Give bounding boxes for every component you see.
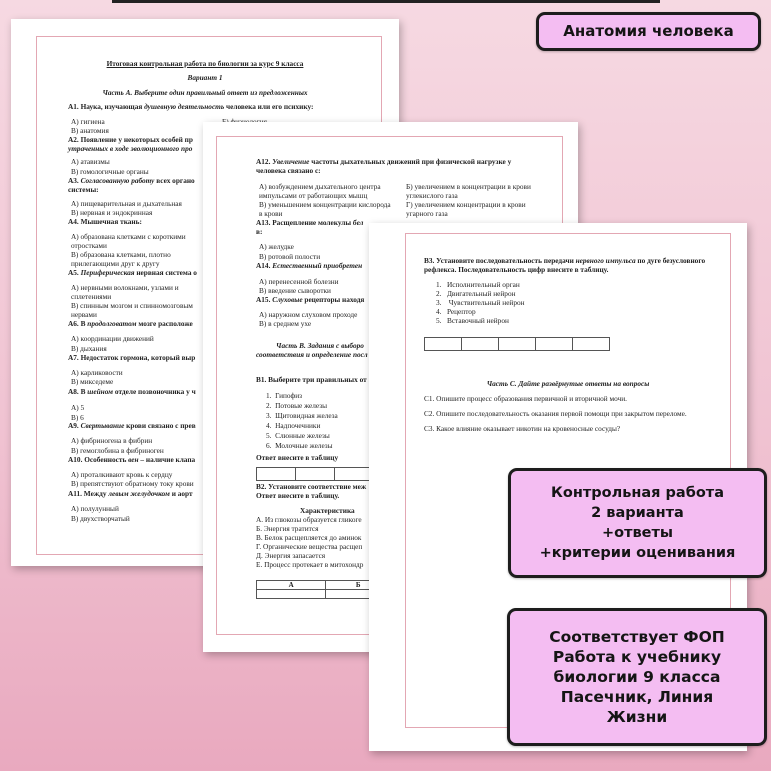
list-item: 2. Потовые железы: [266, 401, 328, 410]
option: Г) увеличением концентрации в крови: [406, 200, 526, 209]
option: прилегающими друг к другу: [71, 259, 160, 268]
option: импульсами от работающих мышц: [259, 191, 368, 200]
list-item: 6. Молочные железы: [266, 441, 333, 450]
part-b-heading-line2: соответствия и определение посл: [256, 350, 368, 359]
question-b3-line2: рефлекса. Последовательность цифр внесите в таблицу.: [424, 265, 609, 274]
question-a9: А9. Свертывание крови связано с прев: [68, 421, 196, 430]
question-c2: С2. Опишите последовательность оказания первой помощи при закрытом переломе.: [424, 409, 687, 418]
option: А) координации движений: [71, 334, 154, 343]
table-head: Б: [326, 581, 391, 590]
option: А) наружном слуховом проходе: [259, 310, 358, 319]
option: В) анатомия: [71, 126, 109, 135]
question-b3: В3. Установите последовательность передачи нервного импульса по дуге безусловного: [424, 256, 706, 265]
answer-instruction: Ответ внесите в таблицу: [256, 453, 339, 462]
option: В) гемоглобина в фибриноген: [71, 446, 164, 455]
curriculum-badge: [507, 608, 767, 746]
list-item: 3. Чувствительный нейрон: [436, 298, 525, 307]
page-title: Итоговая контрольная работа по биологии за курс 9 класса: [106, 59, 304, 68]
table-head: А: [257, 581, 326, 590]
badge-line: +критерии оценивания: [539, 545, 736, 561]
option: А) полулунный: [71, 504, 119, 513]
question-a3: А3. Согласованную работу всех органо: [68, 176, 195, 185]
question-a1: А1. Наука, изучающая душевную деятельность человека или его психику:: [68, 102, 314, 111]
list-item: 1. Гипофиз: [266, 391, 303, 400]
part-a-heading: Часть А. Выберите один правильный ответ из предложенных: [102, 88, 308, 97]
option: А) желудке: [259, 242, 294, 251]
characteristic-header: Характеристика: [300, 506, 355, 515]
option: В) гомологичные органы: [71, 167, 149, 176]
option: углекислого газа: [406, 191, 458, 200]
question-a11: А11. Между левым желудочком и аорт: [68, 489, 193, 498]
option: В) нервная и эндокринная: [71, 208, 153, 217]
question-a15: А15. Слуховые рецепторы находя: [256, 295, 365, 304]
option: отростками: [71, 241, 107, 250]
badge-line: Соответствует ФОП: [549, 628, 725, 646]
contents-badge: [508, 468, 767, 578]
question-c3: С3. Какое влияние оказывает никотин на кровеносные сосуды?: [424, 424, 621, 433]
badge-line: Жизни: [606, 708, 668, 726]
list-item: 1. Исполнительный орган: [436, 280, 520, 289]
characteristic-item: Г. Органические вещества расщеп: [256, 542, 363, 551]
option: А) нервными волокнами, узлами и: [71, 283, 179, 292]
list-item: 2. Двигательный нейрон: [436, 289, 516, 298]
option: Б) увеличением в концентрации в крови: [406, 182, 531, 191]
option: В) двухстворчатый: [71, 514, 130, 523]
question-a12: А12. Увеличение частоты дыхательных движений при физической нагрузке у: [256, 157, 512, 166]
question-a13-line2: в:: [256, 227, 263, 236]
option: А) 5: [71, 403, 85, 412]
list-item: 4. Рецептор: [436, 307, 476, 316]
question-b2: В2. Установите соответствие меж: [256, 482, 367, 491]
list-item: 5. Слюнные железы: [266, 431, 330, 440]
option: А) проталкивают кровь к сердцу: [71, 470, 173, 479]
question-a8: А8. В шейном отделе позвоночника у ч: [68, 387, 196, 396]
option: А) перенесенной болезни: [259, 277, 339, 286]
option: А) возбуждением дыхательного центра: [259, 182, 381, 191]
question-a5: А5. Периферическая нервная система о: [68, 268, 197, 277]
question-a4: А4. Мышечная ткань:: [68, 217, 142, 226]
list-item: 5. Вставочный нейрон: [436, 316, 509, 325]
characteristic-item: Б. Энергия тратится: [256, 524, 319, 533]
option: А) образована клетками с короткими: [71, 232, 186, 241]
topic-badge: Анатомия человека: [536, 12, 761, 51]
question-a7: А7. Недостаток гормона, который выр: [68, 353, 196, 362]
badge-line: +ответы: [601, 525, 674, 541]
question-c1: С1. Опишите процесс образования первичной и вторичной мочи.: [424, 394, 627, 403]
answer-cells[interactable]: [424, 337, 610, 351]
top-edge-bar: [112, 0, 660, 3]
characteristic-item: Д. Энергия запасается: [256, 551, 326, 560]
characteristic-item: В. Белок расщепляется до аминок: [256, 533, 362, 542]
part-c-heading: Часть С. Дайте развёрнутые ответы на вопросы: [486, 379, 650, 388]
option: В) введение сыворотки: [259, 286, 331, 295]
option: В) в среднем ухе: [259, 319, 312, 328]
variant-label: Вариант 1: [187, 73, 223, 82]
option: в крови: [259, 209, 283, 218]
option: А) атавизмы: [71, 157, 110, 166]
question-a14: А14. Естественный приобретен: [256, 261, 363, 270]
option: сплетениями: [71, 292, 112, 301]
list-item: 4. Надпочечники: [266, 421, 321, 430]
question-a2-line2: утраченных в ходе эволюционного про: [68, 144, 193, 153]
question-a3-line2: системы:: [68, 185, 99, 194]
option: В) дыхания: [71, 344, 107, 353]
question-b2-line2: Ответ внесите в таблицу.: [256, 491, 340, 500]
option: нервами: [71, 310, 97, 319]
part-b-heading: Часть В. Задания с выборо: [276, 341, 364, 350]
question-a2: А2. Появление у некоторых особей пр: [68, 135, 193, 144]
option: В) уменьшением концентрации кислорода: [259, 200, 391, 209]
option: В) препятствуют обратному току крови: [71, 479, 194, 488]
option: А) фибриногена в фибрин: [71, 436, 153, 445]
option: В) 6: [71, 413, 84, 422]
question-a6: А6. В продолговатом мозге расположе: [68, 319, 193, 328]
option: В) образована клетками, плотно: [71, 250, 171, 259]
question-a10: А10. Особенность вен – наличие клапа: [68, 455, 196, 464]
option: угарного газа: [406, 209, 448, 218]
option: А) пищеварительная и дыхательная: [71, 199, 182, 208]
option: В) микседеме: [71, 377, 114, 386]
badge-line: 2 варианта: [591, 505, 684, 521]
question-a13: А13. Расщепление молекулы бел: [256, 218, 364, 227]
option: В) ротовой полости: [259, 252, 321, 261]
characteristic-item: А. Из глюкозы образуется гликоге: [256, 515, 362, 524]
question-b1: В1. Выберите три правильных от: [256, 375, 367, 384]
badge-line: Пасечник, Линия: [560, 688, 714, 706]
badge-line: биологии 9 класса: [553, 668, 721, 686]
list-item: 3. Щитовидная железа: [266, 411, 338, 420]
question-a12-line2: человека связано с:: [256, 166, 321, 175]
badge-line: Контрольная работа: [551, 485, 724, 501]
option: В) спинным мозгом и спинномозговым: [71, 301, 193, 310]
option: А) карликовости: [71, 368, 123, 377]
badge-line: Работа к учебнику: [552, 648, 722, 666]
option: А) гигиена: [71, 117, 105, 126]
characteristic-item: Е. Процесс протекает в митохондр: [256, 560, 364, 569]
